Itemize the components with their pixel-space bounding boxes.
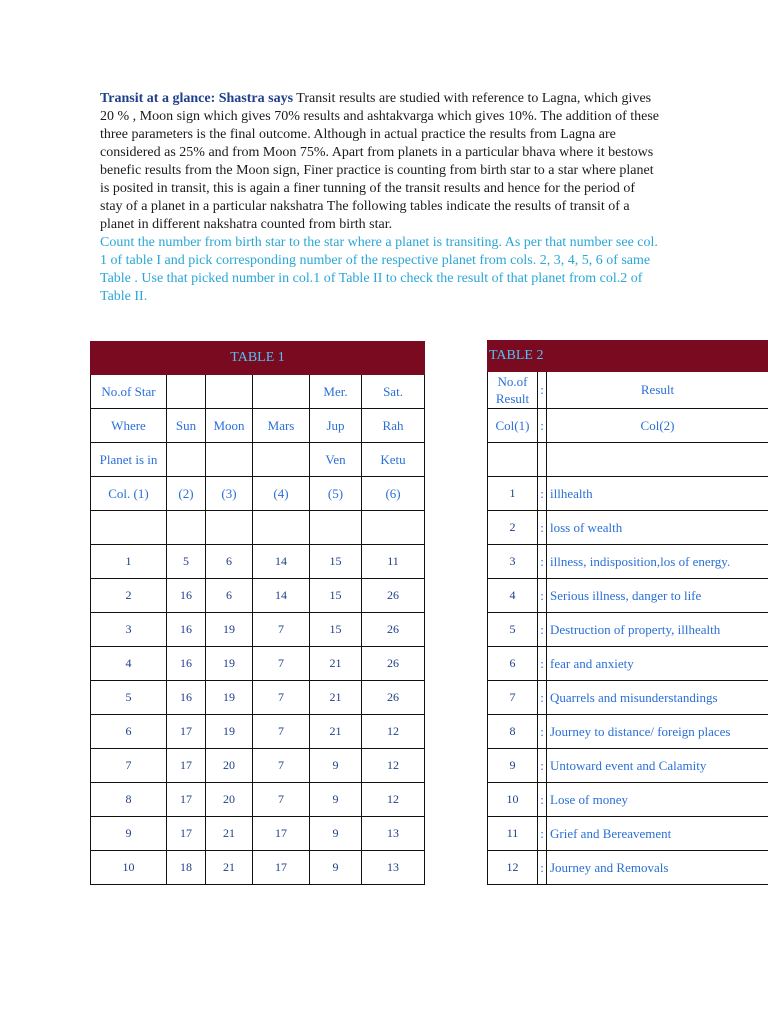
table-1-header-cell: Sun xyxy=(167,409,206,443)
table-row xyxy=(91,749,425,783)
table-1-cell: 14 xyxy=(253,545,310,579)
table-1-header-cell: Ketu xyxy=(362,443,425,477)
table-2-header-row xyxy=(488,443,768,477)
table-1-cell: 10 xyxy=(91,851,167,885)
table-1-cell: 9 xyxy=(310,749,362,783)
table-1-cell: 7 xyxy=(253,783,310,817)
table-2-header-row xyxy=(488,372,768,409)
intro-instruction: Count the number from birth star to the star where a planet is transiting. As per that number see col. 1 of table I and pick corresponding number of the respective planet from cols. 2, 3, 4, 5, 6 of same Table . Use that picked number in col.1 of Table II to check the result of that planet from col.2 of Table II. xyxy=(100,235,658,304)
table-2-cell: 3 xyxy=(488,545,538,579)
table-2-cell: 4 xyxy=(488,579,538,613)
table-2-cell: : xyxy=(538,511,547,545)
table-row xyxy=(91,783,425,817)
table-2-cell: 6 xyxy=(488,647,538,681)
table-2-cell: : xyxy=(538,579,547,613)
table-1-cell: 16 xyxy=(167,681,206,715)
table-2-header-cell: Col(1) xyxy=(488,409,538,443)
table-1-cell: 7 xyxy=(253,715,310,749)
table-1-cell: 6 xyxy=(206,579,253,613)
table-1-cell: 17 xyxy=(167,817,206,851)
intro-text xyxy=(100,90,660,306)
table-2-cell: : xyxy=(538,613,547,647)
table-1-cell: 20 xyxy=(206,783,253,817)
table-2-cell: : xyxy=(538,851,547,885)
table-2-cell: 5 xyxy=(488,613,538,647)
table-2-header-cell xyxy=(488,443,538,477)
table-1-cell: 13 xyxy=(362,817,425,851)
table-2-result-cell: fear and anxiety xyxy=(547,647,768,681)
table-1-header-cell: Planet is in xyxy=(91,443,167,477)
table-1-cell: 19 xyxy=(206,715,253,749)
table-2-result-cell: Lose of money xyxy=(547,783,768,817)
table-1-header-cell: Moon xyxy=(206,409,253,443)
table-1-cell: 17 xyxy=(253,851,310,885)
table-row xyxy=(488,477,768,511)
table-1-cell: 17 xyxy=(167,715,206,749)
table-1-cell: 9 xyxy=(310,783,362,817)
table-row xyxy=(91,579,425,613)
table-1-header-row xyxy=(91,375,425,409)
table-2-cell: 10 xyxy=(488,783,538,817)
table-1-header-cell: Sat. xyxy=(362,375,425,409)
table-1-cell: 15 xyxy=(310,579,362,613)
table-1-header-cell xyxy=(167,511,206,545)
table-1-cell: 17 xyxy=(253,817,310,851)
table-1-cell: 7 xyxy=(253,613,310,647)
table-2-cell: : xyxy=(538,715,547,749)
table-1-cell: 5 xyxy=(167,545,206,579)
table-row xyxy=(91,715,425,749)
table-1-cell: 12 xyxy=(362,749,425,783)
table-1-header-cell xyxy=(167,375,206,409)
table-2-cell: : xyxy=(538,681,547,715)
table-1-header-cell: Jup xyxy=(310,409,362,443)
table-1-cell: 21 xyxy=(310,647,362,681)
table-1-cell: 17 xyxy=(167,749,206,783)
table-1-cell: 9 xyxy=(310,851,362,885)
table-1 xyxy=(90,341,425,885)
table-2-title: TABLE 2 xyxy=(488,341,768,372)
table-1-cell: 16 xyxy=(167,613,206,647)
table-row xyxy=(91,647,425,681)
table-2-result-cell: Journey to distance/ foreign places xyxy=(547,715,768,749)
table-1-header-cell: (5) xyxy=(310,477,362,511)
table-row xyxy=(91,545,425,579)
table-row xyxy=(488,851,768,885)
table-1-cell: 7 xyxy=(253,681,310,715)
table-row xyxy=(91,851,425,885)
table-1-header-cell xyxy=(253,443,310,477)
table-row xyxy=(91,817,425,851)
table-row xyxy=(488,647,768,681)
table-1-header-cell: Rah xyxy=(362,409,425,443)
table-1-cell: 19 xyxy=(206,681,253,715)
intro-lead: Transit at a glance: Shastra says xyxy=(100,91,294,106)
table-1-cell: 13 xyxy=(362,851,425,885)
table-1-header-cell xyxy=(91,511,167,545)
table-1-cell: 20 xyxy=(206,749,253,783)
table-1-cell: 4 xyxy=(91,647,167,681)
table-1-header-row xyxy=(91,443,425,477)
table-2-header-cell xyxy=(547,443,768,477)
table-row xyxy=(488,545,768,579)
table-2-cell: 8 xyxy=(488,715,538,749)
table-1-header-row xyxy=(91,511,425,545)
table-2-header-cell: No.of Result xyxy=(488,372,538,409)
table-1-header-cell: Col. (1) xyxy=(91,477,167,511)
table-2-result-cell: illhealth xyxy=(547,477,768,511)
table-1-header-cell xyxy=(362,511,425,545)
table-1-cell: 17 xyxy=(167,783,206,817)
table-1-header-row xyxy=(91,477,425,511)
table-2-header-cell: Result xyxy=(547,372,768,409)
table-1-cell: 26 xyxy=(362,613,425,647)
table-2-header-cell: Col(2) xyxy=(547,409,768,443)
table-2-cell: 11 xyxy=(488,817,538,851)
intro-body: Transit results are studied with reference to Lagna, which gives 20 % , Moon sign which gives 70% results and ashtakvarga which gives 10%. The addition of these three parameters is the final outcome. Although in actual practice the results from Lagna are considered as 25% and from Moon 75%. Apart from planets in a particular bhava where it bestows benefic results from the Moon sign, Finer practice is counting from birth star to a star where planet is posited in transit, this is again a finer tunning of the transit results and hence for the period of stay of a planet in a particular nakshatra The following tables indicate the results of transit of a planet in different nakshatra counted from birth star. xyxy=(100,91,659,232)
table-1-header-cell: No.of Star xyxy=(91,375,167,409)
table-row xyxy=(488,681,768,715)
table-1-cell: 1 xyxy=(91,545,167,579)
table-1-cell: 9 xyxy=(91,817,167,851)
table-2-cell: 1 xyxy=(488,477,538,511)
table-1-cell: 21 xyxy=(206,817,253,851)
table-1-cell: 26 xyxy=(362,681,425,715)
table-row xyxy=(488,613,768,647)
table-1-header-cell: Ven xyxy=(310,443,362,477)
table-1-title: TABLE 1 xyxy=(91,342,425,375)
table-1-cell: 7 xyxy=(91,749,167,783)
table-1-cell: 14 xyxy=(253,579,310,613)
table-1-header-row xyxy=(91,409,425,443)
table-2-cell: 7 xyxy=(488,681,538,715)
table-1-cell: 7 xyxy=(253,647,310,681)
table-1-cell: 21 xyxy=(310,715,362,749)
table-2-cell: : xyxy=(538,749,547,783)
table-1-cell: 3 xyxy=(91,613,167,647)
table-1-header-cell: Where xyxy=(91,409,167,443)
table-2 xyxy=(487,340,768,885)
table-2-cell: : xyxy=(538,817,547,851)
table-2-cell: 12 xyxy=(488,851,538,885)
table-1-header-cell xyxy=(167,443,206,477)
table-1-cell: 2 xyxy=(91,579,167,613)
table-1-cell: 5 xyxy=(91,681,167,715)
table-row xyxy=(488,783,768,817)
table-2-result-cell: illness, indisposition,los of energy. xyxy=(547,545,768,579)
table-1-cell: 9 xyxy=(310,817,362,851)
table-row xyxy=(488,715,768,749)
table-1-cell: 16 xyxy=(167,647,206,681)
table-1-cell: 16 xyxy=(167,579,206,613)
table-row xyxy=(488,511,768,545)
table-2-header-cell: : xyxy=(538,372,547,409)
table-1-cell: 21 xyxy=(310,681,362,715)
table-1-header-cell: (2) xyxy=(167,477,206,511)
table-2-title-row xyxy=(488,341,768,372)
table-1-header-cell: (3) xyxy=(206,477,253,511)
table-1-header-cell xyxy=(206,375,253,409)
table-1-header-cell: (4) xyxy=(253,477,310,511)
table-1-cell: 7 xyxy=(253,749,310,783)
table-2-result-cell: loss of wealth xyxy=(547,511,768,545)
table-1-cell: 6 xyxy=(206,545,253,579)
table-2-cell: : xyxy=(538,545,547,579)
table-1-cell: 6 xyxy=(91,715,167,749)
table-2-cell: : xyxy=(538,783,547,817)
table-2-header-cell: : xyxy=(538,409,547,443)
table-2-result-cell: Destruction of property, illhealth xyxy=(547,613,768,647)
table-1-cell: 26 xyxy=(362,647,425,681)
table-2-result-cell: Serious illness, danger to life xyxy=(547,579,768,613)
table-1-header-cell xyxy=(253,511,310,545)
table-1-header-cell xyxy=(310,511,362,545)
table-row xyxy=(488,817,768,851)
table-1-header-cell xyxy=(253,375,310,409)
intro-paragraph xyxy=(100,90,660,234)
table-2-cell: : xyxy=(538,477,547,511)
table-1-cell: 19 xyxy=(206,647,253,681)
table-2-cell: 2 xyxy=(488,511,538,545)
table-row xyxy=(488,749,768,783)
table-row xyxy=(91,681,425,715)
table-2-header-cell xyxy=(538,443,547,477)
table-2-cell: : xyxy=(538,647,547,681)
table-1-cell: 12 xyxy=(362,715,425,749)
table-1-cell: 21 xyxy=(206,851,253,885)
table-1-cell: 15 xyxy=(310,545,362,579)
table-1-header-cell: Mer. xyxy=(310,375,362,409)
table-1-cell: 11 xyxy=(362,545,425,579)
table-2-result-cell: Untoward event and Calamity xyxy=(547,749,768,783)
table-2-cell: 9 xyxy=(488,749,538,783)
table-1-cell: 15 xyxy=(310,613,362,647)
table-1-cell: 12 xyxy=(362,783,425,817)
table-1-title-row xyxy=(91,342,425,375)
table-2-result-cell: Grief and Bereavement xyxy=(547,817,768,851)
table-1-header-cell: (6) xyxy=(362,477,425,511)
table-1-cell: 19 xyxy=(206,613,253,647)
table-1-header-cell xyxy=(206,443,253,477)
table-1-header-cell: Mars xyxy=(253,409,310,443)
table-2-result-cell: Quarrels and misunderstandings xyxy=(547,681,768,715)
table-1-cell: 18 xyxy=(167,851,206,885)
table-1-header-cell xyxy=(206,511,253,545)
table-row xyxy=(488,579,768,613)
table-2-result-cell: Journey and Removals xyxy=(547,851,768,885)
table-2-header-row xyxy=(488,409,768,443)
table-1-cell: 8 xyxy=(91,783,167,817)
table-row xyxy=(91,613,425,647)
table-1-cell: 26 xyxy=(362,579,425,613)
